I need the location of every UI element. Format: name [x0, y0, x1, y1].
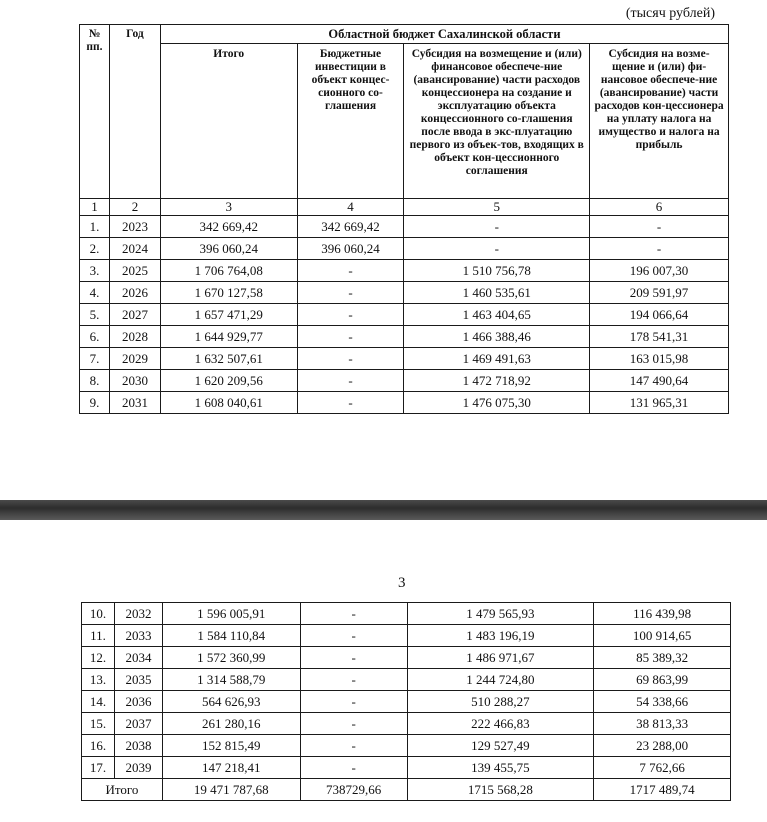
header-subsidy-creation: Субсидия на возмещение и (или) финансовое обеспече-ние (авансирование) части расходов концессионера на создание и эксплуатацию объекта концессионного со-глашения после ввода в экс-плуатацию первого из объек-тов, входящих в объект кон-цессионного соглашения — [404, 44, 590, 199]
table-row — [80, 392, 729, 414]
row-year: 2030 — [109, 370, 160, 392]
row-total: 1 596 005,91 — [162, 603, 300, 625]
row-subsidy-creation: - — [404, 238, 590, 260]
row-subsidy-tax: - — [590, 238, 729, 260]
row-year: 2035 — [114, 669, 162, 691]
column-index: 6 — [590, 199, 729, 216]
row-subsidy-creation: - — [404, 216, 590, 238]
row-investments: - — [300, 625, 407, 647]
row-number: 16. — [82, 735, 115, 757]
table-row — [80, 238, 729, 260]
row-subsidy-tax: 100 914,65 — [594, 625, 731, 647]
row-number: 8. — [80, 370, 110, 392]
row-subsidy-tax: 7 762,66 — [594, 757, 731, 779]
row-investments: - — [297, 304, 404, 326]
row-subsidy-tax: 194 066,64 — [590, 304, 729, 326]
row-total: 147 218,41 — [162, 757, 300, 779]
row-subsidy-creation: 1 463 404,65 — [404, 304, 590, 326]
row-number: 4. — [80, 282, 110, 304]
table-row — [80, 348, 729, 370]
row-investments: - — [297, 348, 404, 370]
row-total: 564 626,93 — [162, 691, 300, 713]
row-total: 1 644 929,77 — [160, 326, 297, 348]
header-year: Год — [109, 25, 160, 199]
row-subsidy-creation: 129 527,49 — [407, 735, 594, 757]
table-row — [82, 669, 731, 691]
row-year: 2027 — [109, 304, 160, 326]
total-subsidy-tax: 1717 489,74 — [594, 779, 731, 801]
table-body-bottom — [82, 603, 731, 779]
row-investments: - — [297, 370, 404, 392]
table-row — [82, 735, 731, 757]
table-row — [80, 370, 729, 392]
row-subsidy-creation: 1 244 724,80 — [407, 669, 594, 691]
row-year: 2034 — [114, 647, 162, 669]
row-investments: - — [297, 326, 404, 348]
row-subsidy-tax: 178 541,31 — [590, 326, 729, 348]
table-row — [82, 625, 731, 647]
row-total: 1 314 588,79 — [162, 669, 300, 691]
row-investments: - — [300, 669, 407, 691]
column-index: 5 — [404, 199, 590, 216]
header-subsidy-tax: Субсидия на возме-щение и (или) фи-нансовое обеспече-ние (авансирование) части расходов кон-цессионера на уплату налога на имущество и налога на прибыль — [590, 44, 729, 199]
row-investments: - — [300, 713, 407, 735]
row-total: 1 608 040,61 — [160, 392, 297, 414]
row-subsidy-tax: 116 439,98 — [594, 603, 731, 625]
row-number: 13. — [82, 669, 115, 691]
row-number: 14. — [82, 691, 115, 713]
page-separator — [0, 500, 767, 520]
header-num: № пп. — [80, 25, 110, 199]
row-year: 2036 — [114, 691, 162, 713]
table-row — [80, 260, 729, 282]
row-number: 6. — [80, 326, 110, 348]
row-year: 2028 — [109, 326, 160, 348]
row-number: 1. — [80, 216, 110, 238]
column-index: 4 — [297, 199, 404, 216]
row-investments: - — [297, 282, 404, 304]
row-subsidy-tax: 209 591,97 — [590, 282, 729, 304]
total-sum: 19 471 787,68 — [162, 779, 300, 801]
total-row — [82, 779, 731, 801]
row-subsidy-creation: 510 288,27 — [407, 691, 594, 713]
row-number: 17. — [82, 757, 115, 779]
row-investments: 396 060,24 — [297, 238, 404, 260]
row-subsidy-creation: 1 466 388,46 — [404, 326, 590, 348]
row-investments: - — [300, 757, 407, 779]
row-subsidy-creation: 1 476 075,30 — [404, 392, 590, 414]
row-subsidy-tax: 196 007,30 — [590, 260, 729, 282]
row-year: 2023 — [109, 216, 160, 238]
row-year: 2039 — [114, 757, 162, 779]
row-subsidy-tax: 163 015,98 — [590, 348, 729, 370]
row-year: 2029 — [109, 348, 160, 370]
row-total: 1 670 127,58 — [160, 282, 297, 304]
row-investments: - — [300, 603, 407, 625]
row-investments: - — [297, 392, 404, 414]
row-number: 15. — [82, 713, 115, 735]
unit-note: (тысяч рублей) — [625, 6, 715, 21]
row-total: 342 669,42 — [160, 216, 297, 238]
row-subsidy-tax: 147 490,64 — [590, 370, 729, 392]
table-row — [82, 603, 731, 625]
row-total: 261 280,16 — [162, 713, 300, 735]
row-total: 1 572 360,99 — [162, 647, 300, 669]
row-investments: - — [297, 260, 404, 282]
header-investments: Бюджетные инвестиции в объект концес-сионного со-глашения — [297, 44, 404, 199]
budget-table-top — [79, 24, 729, 414]
row-year: 2033 — [114, 625, 162, 647]
row-investments: - — [300, 647, 407, 669]
document-page-bottom — [0, 520, 767, 822]
table-row — [82, 713, 731, 735]
row-total: 1 632 507,61 — [160, 348, 297, 370]
row-subsidy-creation: 1 472 718,92 — [404, 370, 590, 392]
row-number: 12. — [82, 647, 115, 669]
column-index: 2 — [109, 199, 160, 216]
row-subsidy-creation: 1 460 535,61 — [404, 282, 590, 304]
table-row — [80, 216, 729, 238]
total-investments: 738729,66 — [300, 779, 407, 801]
row-number: 11. — [82, 625, 115, 647]
row-subsidy-tax: 69 863,99 — [594, 669, 731, 691]
row-year: 2026 — [109, 282, 160, 304]
row-subsidy-tax: 131 965,31 — [590, 392, 729, 414]
row-year: 2024 — [109, 238, 160, 260]
table-row — [80, 304, 729, 326]
row-number: 3. — [80, 260, 110, 282]
row-subsidy-creation: 222 466,83 — [407, 713, 594, 735]
total-label: Итого — [82, 779, 163, 801]
header-total: Итого — [160, 44, 297, 199]
row-subsidy-creation: 1 469 491,63 — [404, 348, 590, 370]
budget-table-bottom — [81, 602, 731, 801]
row-number: 5. — [80, 304, 110, 326]
row-subsidy-creation: 1 510 756,78 — [404, 260, 590, 282]
row-subsidy-tax: 85 389,32 — [594, 647, 731, 669]
row-subsidy-creation: 1 483 196,19 — [407, 625, 594, 647]
row-total: 1 706 764,08 — [160, 260, 297, 282]
row-number: 2. — [80, 238, 110, 260]
row-number: 9. — [80, 392, 110, 414]
row-total: 1 620 209,56 — [160, 370, 297, 392]
row-year: 2037 — [114, 713, 162, 735]
table-row — [82, 757, 731, 779]
table-row — [82, 647, 731, 669]
row-subsidy-tax: 38 813,33 — [594, 713, 731, 735]
header-budget: Областной бюджет Сахалинской области — [160, 25, 728, 44]
row-total: 396 060,24 — [160, 238, 297, 260]
table-row — [80, 282, 729, 304]
column-index: 3 — [160, 199, 297, 216]
row-year: 2031 — [109, 392, 160, 414]
row-subsidy-tax: 23 288,00 — [594, 735, 731, 757]
column-index: 1 — [80, 199, 110, 216]
page-number: 3 — [398, 575, 406, 591]
row-subsidy-creation: 139 455,75 — [407, 757, 594, 779]
table-row — [82, 691, 731, 713]
row-subsidy-tax: - — [590, 216, 729, 238]
row-number: 10. — [82, 603, 115, 625]
row-number: 7. — [80, 348, 110, 370]
row-investments: 342 669,42 — [297, 216, 404, 238]
row-investments: - — [300, 735, 407, 757]
total-subsidy-creation: 1715 568,28 — [407, 779, 594, 801]
row-year: 2038 — [114, 735, 162, 757]
row-year: 2025 — [109, 260, 160, 282]
column-index-row — [80, 199, 729, 216]
row-investments: - — [300, 691, 407, 713]
table-row — [80, 326, 729, 348]
row-total: 1 657 471,29 — [160, 304, 297, 326]
row-year: 2032 — [114, 603, 162, 625]
table-body-top — [80, 216, 729, 414]
row-total: 1 584 110,84 — [162, 625, 300, 647]
row-subsidy-tax: 54 338,66 — [594, 691, 731, 713]
row-total: 152 815,49 — [162, 735, 300, 757]
row-subsidy-creation: 1 479 565,93 — [407, 603, 594, 625]
row-subsidy-creation: 1 486 971,67 — [407, 647, 594, 669]
